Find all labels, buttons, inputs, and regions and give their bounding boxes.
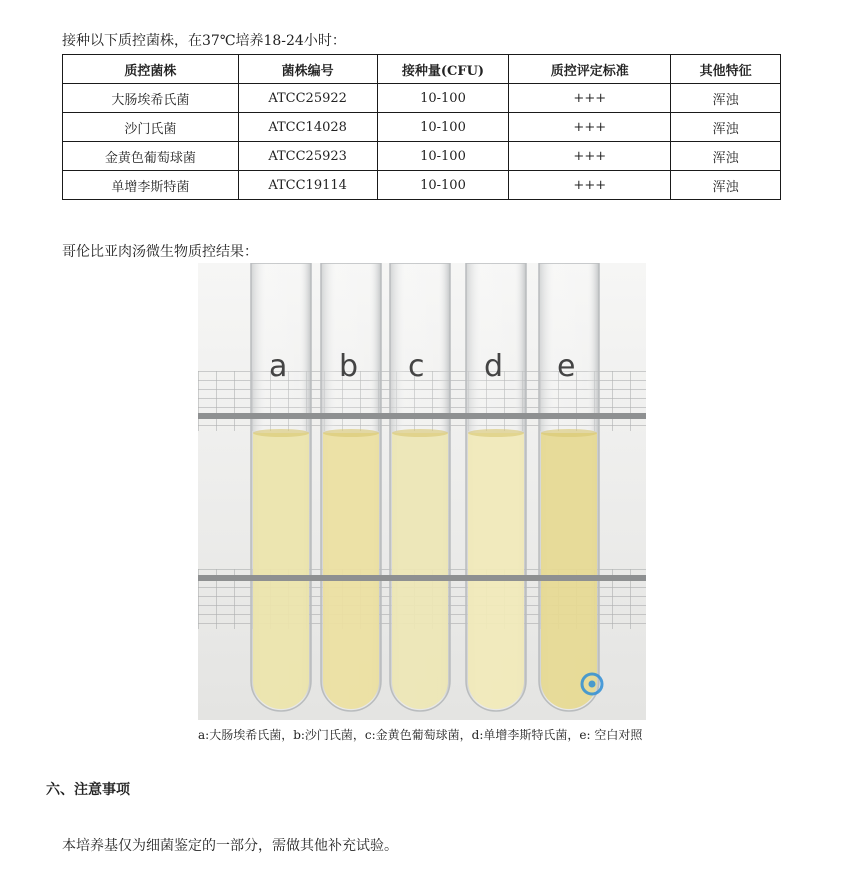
cell-strain-id: ATCC19114 <box>238 171 377 200</box>
tube-label-d: d <box>484 349 504 384</box>
section-title: 六、注意事项 <box>46 782 130 798</box>
cell-other: 浑浊 <box>671 113 781 142</box>
cell-other: 浑浊 <box>671 171 781 200</box>
table-row <box>63 84 781 113</box>
header-strain: 质控菌株 <box>63 55 239 84</box>
note-text: 本培养基仅为细菌鉴定的一部分，需做其他补充试验。 <box>62 838 398 854</box>
header-inoculum: 接种量(CFU) <box>377 55 509 84</box>
tube-label-b: b <box>339 349 359 384</box>
test-tube-c <box>390 263 450 711</box>
cell-criteria: +++ <box>509 113 671 142</box>
table-row <box>63 113 781 142</box>
tube-label-a: a <box>269 349 288 384</box>
table-row <box>63 171 781 200</box>
quality-control-table <box>62 54 781 200</box>
cell-inoculum: 10-100 <box>377 171 509 200</box>
tube-label-e: e <box>557 349 576 384</box>
cell-other: 浑浊 <box>671 84 781 113</box>
header-other: 其他特征 <box>671 55 781 84</box>
cell-strain: 金黄色葡萄球菌 <box>63 142 239 171</box>
table-header-row <box>63 55 781 84</box>
tube-label-c: c <box>408 349 425 384</box>
header-strain-id: 菌株编号 <box>238 55 377 84</box>
test-tube-photo <box>198 263 646 720</box>
intro-text: 接种以下质控菌株，在37℃培养18-24小时： <box>62 33 346 49</box>
test-tube-d <box>466 263 526 711</box>
cell-inoculum: 10-100 <box>377 113 509 142</box>
cell-strain-id: ATCC25923 <box>238 142 377 171</box>
cell-other: 浑浊 <box>671 142 781 171</box>
cell-inoculum: 10-100 <box>377 84 509 113</box>
cell-criteria: +++ <box>509 84 671 113</box>
test-tube-e <box>539 263 599 711</box>
cell-strain: 沙门氏菌 <box>63 113 239 142</box>
test-tube-b <box>321 263 381 711</box>
cell-strain: 单增李斯特菌 <box>63 171 239 200</box>
header-criteria: 质控评定标准 <box>509 55 671 84</box>
test-tube-a <box>251 263 311 711</box>
cell-strain-id: ATCC14028 <box>238 113 377 142</box>
cell-strain: 大肠埃希氏菌 <box>63 84 239 113</box>
result-label: 哥伦比亚肉汤微生物质控结果： <box>62 244 258 260</box>
cell-criteria: +++ <box>509 171 671 200</box>
photo-caption: a:大肠埃希氏菌，b:沙门氏菌，c:金黄色葡萄球菌，d:单增李斯特氏菌，e: 空白对照 <box>198 728 643 742</box>
cell-strain-id: ATCC25922 <box>238 84 377 113</box>
cell-criteria: +++ <box>509 142 671 171</box>
cell-inoculum: 10-100 <box>377 142 509 171</box>
table-row <box>63 142 781 171</box>
